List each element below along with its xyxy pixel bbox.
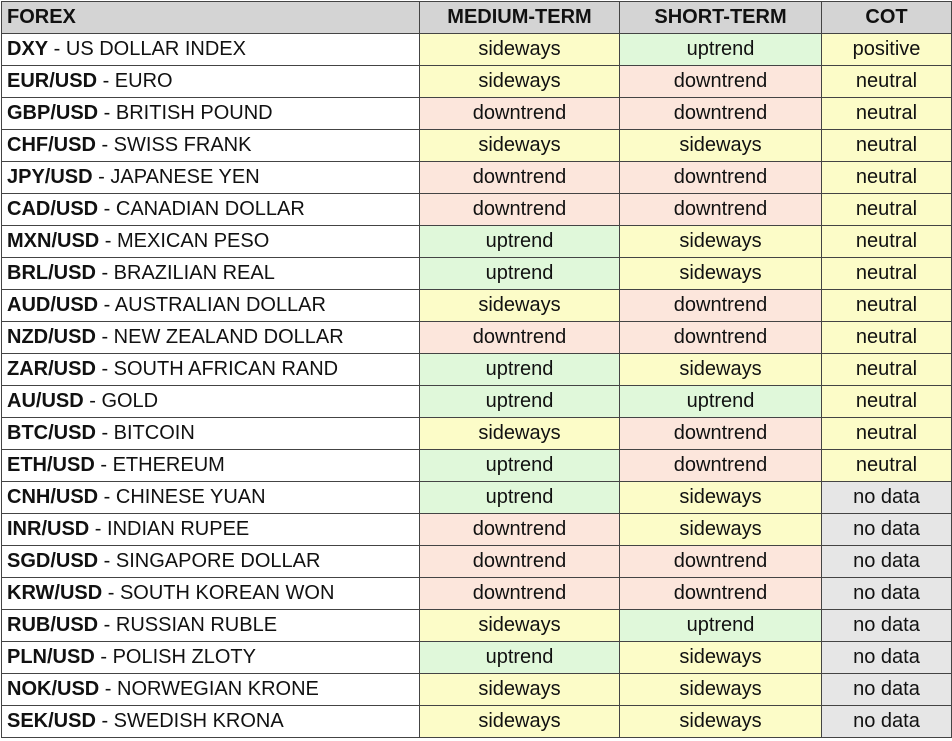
currency-name-cell xyxy=(2,66,420,98)
table-row xyxy=(2,386,952,418)
short-term-cell: sideways xyxy=(620,226,822,258)
header-cot: COT xyxy=(822,2,952,34)
short-term-cell: sideways xyxy=(620,258,822,290)
short-term-cell: sideways xyxy=(620,130,822,162)
currency-symbol: AU/USD xyxy=(7,390,84,412)
short-term-cell: downtrend xyxy=(620,450,822,482)
medium-term-cell: sideways xyxy=(420,290,620,322)
currency-description: - CHINESE YUAN xyxy=(98,486,266,508)
currency-name-cell xyxy=(2,290,420,322)
medium-term-cell: uptrend xyxy=(420,258,620,290)
header-row xyxy=(2,2,952,34)
currency-description: - BRITISH POUND xyxy=(98,102,273,124)
currency-symbol: GBP/USD xyxy=(7,102,99,124)
currency-symbol: SEK/USD xyxy=(7,710,96,732)
table-row xyxy=(2,66,952,98)
currency-symbol: MXN/USD xyxy=(7,230,100,252)
currency-name-cell xyxy=(2,514,420,546)
table-row xyxy=(2,322,952,354)
header-short-term: SHORT-TERM xyxy=(620,2,822,34)
table-body xyxy=(2,34,952,738)
cot-cell: neutral xyxy=(822,258,952,290)
currency-symbol: INR/USD xyxy=(7,518,90,540)
medium-term-cell: downtrend xyxy=(420,546,620,578)
currency-description: - ETHEREUM xyxy=(94,454,225,476)
short-term-cell: sideways xyxy=(620,514,822,546)
currency-symbol: CHF/USD xyxy=(7,134,96,156)
medium-term-cell: sideways xyxy=(420,674,620,706)
cot-cell: no data xyxy=(822,642,952,674)
currency-name-cell xyxy=(2,226,420,258)
table-row xyxy=(2,194,952,226)
cot-cell: neutral xyxy=(822,194,952,226)
cot-cell: no data xyxy=(822,482,952,514)
currency-description: - RUSSIAN RUBLE xyxy=(98,614,278,636)
short-term-cell: uptrend xyxy=(620,610,822,642)
currency-symbol: BRL/USD xyxy=(7,262,96,284)
table-row xyxy=(2,706,952,738)
medium-term-cell: uptrend xyxy=(420,482,620,514)
currency-symbol: SGD/USD xyxy=(7,550,99,572)
currency-description: - AUSTRALIAN DOLLAR xyxy=(98,294,326,316)
currency-name-cell xyxy=(2,450,420,482)
cot-cell: positive xyxy=(822,34,952,66)
table-row xyxy=(2,642,952,674)
cot-cell: no data xyxy=(822,674,952,706)
table-row xyxy=(2,354,952,386)
medium-term-cell: downtrend xyxy=(420,194,620,226)
cot-cell: neutral xyxy=(822,98,952,130)
currency-name-cell xyxy=(2,322,420,354)
medium-term-cell: uptrend xyxy=(420,642,620,674)
currency-symbol: BTC/USD xyxy=(7,422,96,444)
currency-description: - SWEDISH KRONA xyxy=(95,710,284,732)
short-term-cell: sideways xyxy=(620,674,822,706)
table-row xyxy=(2,162,952,194)
currency-name-cell xyxy=(2,546,420,578)
currency-name-cell xyxy=(2,98,420,130)
table-row xyxy=(2,226,952,258)
currency-description: - NEW ZEALAND DOLLAR xyxy=(95,326,344,348)
currency-symbol: JPY/USD xyxy=(7,166,93,188)
short-term-cell: downtrend xyxy=(620,290,822,322)
currency-symbol: AUD/USD xyxy=(7,294,99,316)
medium-term-cell: sideways xyxy=(420,130,620,162)
header-medium-term: MEDIUM-TERM xyxy=(420,2,620,34)
short-term-cell: downtrend xyxy=(620,546,822,578)
currency-description: - POLISH ZLOTY xyxy=(94,646,256,668)
currency-description: - EURO xyxy=(97,70,173,92)
cot-cell: neutral xyxy=(822,354,952,386)
short-term-cell: downtrend xyxy=(620,322,822,354)
table-row xyxy=(2,98,952,130)
table-row xyxy=(2,482,952,514)
currency-name-cell xyxy=(2,610,420,642)
short-term-cell: sideways xyxy=(620,642,822,674)
short-term-cell: downtrend xyxy=(620,578,822,610)
table-row xyxy=(2,258,952,290)
cot-cell: neutral xyxy=(822,226,952,258)
cot-cell: no data xyxy=(822,610,952,642)
currency-description: - JAPANESE YEN xyxy=(92,166,260,188)
medium-term-cell: uptrend xyxy=(420,226,620,258)
currency-name-cell xyxy=(2,706,420,738)
currency-symbol: CNH/USD xyxy=(7,486,99,508)
short-term-cell: sideways xyxy=(620,354,822,386)
cot-cell: no data xyxy=(822,546,952,578)
cot-cell: neutral xyxy=(822,130,952,162)
medium-term-cell: sideways xyxy=(420,418,620,450)
currency-symbol: NOK/USD xyxy=(7,678,100,700)
currency-description: - US DOLLAR INDEX xyxy=(48,38,246,60)
forex-trend-table xyxy=(1,1,952,738)
short-term-cell: sideways xyxy=(620,482,822,514)
currency-symbol: EUR/USD xyxy=(7,70,98,92)
currency-description: - SOUTH AFRICAN RAND xyxy=(95,358,339,380)
medium-term-cell: sideways xyxy=(420,706,620,738)
currency-name-cell xyxy=(2,642,420,674)
cot-cell: neutral xyxy=(822,66,952,98)
cot-cell: neutral xyxy=(822,418,952,450)
currency-name-cell xyxy=(2,674,420,706)
currency-name-cell xyxy=(2,354,420,386)
currency-description: - MEXICAN PESO xyxy=(99,230,270,252)
medium-term-cell: uptrend xyxy=(420,386,620,418)
currency-name-cell xyxy=(2,482,420,514)
currency-description: - GOLD xyxy=(83,390,159,412)
short-term-cell: uptrend xyxy=(620,386,822,418)
currency-name-cell xyxy=(2,194,420,226)
medium-term-cell: downtrend xyxy=(420,514,620,546)
table-row xyxy=(2,130,952,162)
medium-term-cell: uptrend xyxy=(420,354,620,386)
short-term-cell: downtrend xyxy=(620,418,822,450)
currency-description: - BITCOIN xyxy=(95,422,195,444)
currency-description: - BRAZILIAN REAL xyxy=(95,262,275,284)
table-row xyxy=(2,674,952,706)
table-row xyxy=(2,610,952,642)
currency-name-cell xyxy=(2,130,420,162)
medium-term-cell: sideways xyxy=(420,610,620,642)
table-row xyxy=(2,514,952,546)
currency-name-cell xyxy=(2,34,420,66)
cot-cell: neutral xyxy=(822,162,952,194)
cot-cell: neutral xyxy=(822,386,952,418)
cot-cell: neutral xyxy=(822,322,952,354)
cot-cell: neutral xyxy=(822,450,952,482)
currency-name-cell xyxy=(2,162,420,194)
currency-description: - INDIAN RUPEE xyxy=(89,518,250,540)
currency-description: - SINGAPORE DOLLAR xyxy=(98,550,321,572)
table-row xyxy=(2,418,952,450)
medium-term-cell: downtrend xyxy=(420,162,620,194)
medium-term-cell: downtrend xyxy=(420,98,620,130)
currency-symbol: PLN/USD xyxy=(7,646,95,668)
table-row xyxy=(2,290,952,322)
medium-term-cell: sideways xyxy=(420,34,620,66)
currency-symbol: NZD/USD xyxy=(7,326,96,348)
currency-symbol: ETH/USD xyxy=(7,454,95,476)
medium-term-cell: sideways xyxy=(420,66,620,98)
currency-description: - SOUTH KOREAN WON xyxy=(102,582,335,604)
short-term-cell: sideways xyxy=(620,706,822,738)
currency-symbol: CAD/USD xyxy=(7,198,99,220)
header-forex: FOREX xyxy=(2,2,420,34)
cot-cell: no data xyxy=(822,514,952,546)
medium-term-cell: downtrend xyxy=(420,578,620,610)
short-term-cell: downtrend xyxy=(620,162,822,194)
currency-description: - NORWEGIAN KRONE xyxy=(99,678,319,700)
medium-term-cell: downtrend xyxy=(420,322,620,354)
short-term-cell: uptrend xyxy=(620,34,822,66)
short-term-cell: downtrend xyxy=(620,194,822,226)
currency-name-cell xyxy=(2,578,420,610)
currency-symbol: RUB/USD xyxy=(7,614,99,636)
table-row xyxy=(2,34,952,66)
table-row xyxy=(2,450,952,482)
currency-name-cell xyxy=(2,418,420,450)
currency-description: - SWISS FRANK xyxy=(95,134,252,156)
cot-cell: no data xyxy=(822,706,952,738)
currency-name-cell xyxy=(2,258,420,290)
currency-name-cell xyxy=(2,386,420,418)
cot-cell: no data xyxy=(822,578,952,610)
table-row xyxy=(2,578,952,610)
short-term-cell: downtrend xyxy=(620,66,822,98)
currency-description: - CANADIAN DOLLAR xyxy=(98,198,305,220)
currency-symbol: KRW/USD xyxy=(7,582,103,604)
medium-term-cell: uptrend xyxy=(420,450,620,482)
currency-symbol: ZAR/USD xyxy=(7,358,96,380)
short-term-cell: downtrend xyxy=(620,98,822,130)
cot-cell: neutral xyxy=(822,290,952,322)
table-row xyxy=(2,546,952,578)
currency-symbol: DXY xyxy=(7,38,49,60)
